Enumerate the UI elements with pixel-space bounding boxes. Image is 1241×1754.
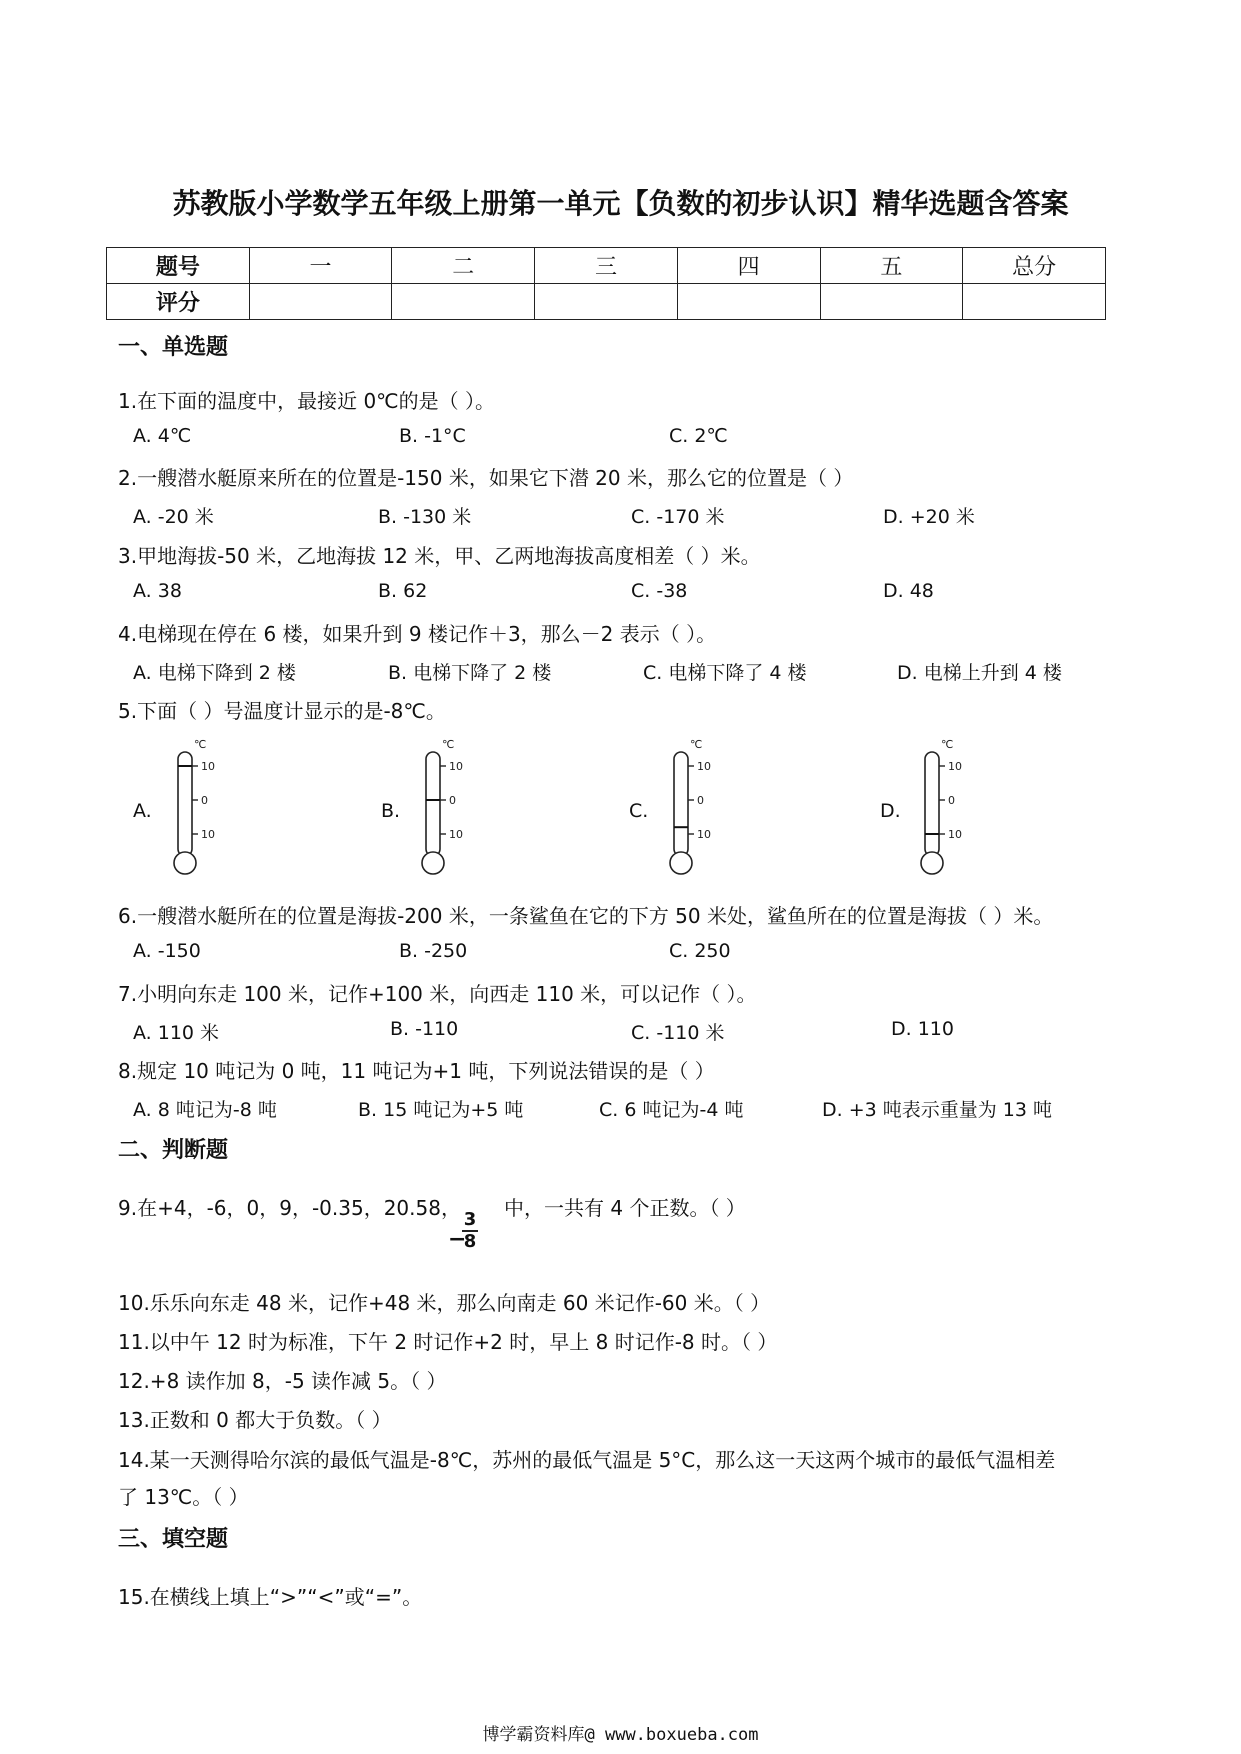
option: A. -20 米 [133,506,214,528]
thermometer-tube [178,752,192,856]
option: C. 6 吨记为-4 吨 [599,1099,744,1121]
question-text: 15.在横线上填上“>”“<”或“=”。 [118,1585,423,1609]
thermometer-tick-label: 0 [697,794,704,807]
thermometer-a [160,738,230,878]
question-text: 4.电梯现在停在 6 楼，如果升到 9 楼记作＋3，那么－2 表示（ ）。 [118,622,717,646]
thermometer-tick-label: 0 [201,794,208,807]
question-text: 5.下面（ ）号温度计显示的是-8℃。 [118,699,446,723]
option: A. 110 米 [133,1022,220,1044]
score-table-header-row [107,248,1106,284]
option: A. 4℃ [133,425,192,447]
thermometer-bulb [670,852,692,874]
thermometer-tube [674,752,688,856]
thermometer-unit: ℃ [194,738,207,751]
option: B. 电梯下降了 2 楼 [388,662,552,684]
question-text: 1.在下面的温度中，最接近 0℃的是（ ）。 [118,389,495,413]
footer-watermark: 博学霸资料库@ www.boxueba.com [482,1725,759,1745]
question-text: 7.小明向东走 100 米，记作+100 米，向西走 110 米，可以记作（ ）。 [118,982,757,1006]
question-text: 12.+8 读作加 8，-5 读作减 5。（ ） [118,1369,447,1393]
thermometer-bulb [422,852,444,874]
thermometer-bulb [921,852,943,874]
question-text: 11.以中午 12 时为标准，下午 2 时记作+2 时，早上 8 时记作-8 时。（ ） [118,1330,778,1354]
option: C. 电梯下降了 4 楼 [643,662,807,684]
question-text: 10.乐乐向东走 48 米，记作+48 米，那么向南走 60 米记作-60 米。（ ） [118,1291,771,1315]
section-heading: 二、判断题 [118,1138,229,1163]
section-heading: 一、单选题 [118,335,229,360]
thermometer-tick-label: 10 [948,760,962,773]
question-text: 2.一艘潜水艇原来所在的位置是-150 米，如果它下潜 20 米，那么它的位置是（ ） [118,466,854,490]
question-text: 了 13℃。（ ） [118,1485,249,1509]
option: B. 62 [378,580,428,602]
thermometer-tube [925,752,939,856]
score-table [106,247,1106,320]
page-title: 苏教版小学数学五年级上册第一单元【负数的初步认识】精华选题含答案 [172,187,1069,220]
option: B. -130 米 [378,506,472,528]
thermometer-tick-label: 10 [201,828,215,841]
fraction-negative-three-eighths: − 3 8 [448,1209,477,1252]
thermometer-tick-label: 10 [697,828,711,841]
option: C. -110 米 [631,1022,725,1044]
thermometer-tick-label: 10 [449,760,463,773]
score-entry-cell[interactable] [677,284,820,320]
question-text: 8.规定 10 吨记为 0 吨，11 吨记为+1 吨，下列说法错误的是（ ） [118,1059,715,1083]
option: A. 38 [133,580,182,602]
thermometer-tick-label: 10 [449,828,463,841]
option: C. 250 [669,940,731,962]
score-entry-cell[interactable] [820,284,963,320]
option: B. -250 [399,940,468,962]
option: B. [381,800,401,822]
thermometer-bulb [174,852,196,874]
score-cell: 四 [677,248,820,284]
score-cell: 评分 [107,284,250,320]
option: D. 48 [883,580,934,602]
thermometer-d [907,738,977,878]
section-heading: 三、填空题 [118,1527,229,1552]
option: A. 8 吨记为-8 吨 [133,1099,277,1121]
score-cell: 一 [249,248,392,284]
question-text: 3.甲地海拔-50 米，乙地海拔 12 米，甲、乙两地海拔高度相差（ ）米。 [118,544,761,568]
score-cell: 五 [820,248,963,284]
thermometer-tick-label: 10 [201,760,215,773]
option: B. -110 [390,1018,459,1040]
question-text: 6.一艘潜水艇所在的位置是海拔-200 米，一条鲨鱼在它的下方 50 米处，鲨鱼所在的位置是海拔（ ）米。 [118,904,1054,928]
option: D. +20 米 [883,506,975,528]
question-text: 14.某一天测得哈尔滨的最低气温是-8℃，苏州的最低气温是 5°C，那么这一天这两个城市的最低气温相差 [118,1448,1056,1472]
option: A. [133,800,152,822]
thermometer-c [656,738,726,878]
score-cell: 题号 [107,248,250,284]
option: D. 110 [891,1018,954,1040]
score-cell: 二 [392,248,535,284]
question-text: 中，一共有 4 个正数。（ ） [504,1196,746,1220]
option: D. [880,800,901,822]
option: D. +3 吨表示重量为 13 吨 [822,1099,1053,1121]
option: C. -38 [631,580,688,602]
thermometer-b [408,738,478,878]
thermometer-unit: ℃ [690,738,703,751]
score-entry-cell[interactable] [392,284,535,320]
score-cell: 三 [535,248,678,284]
thermometer-tick-label: 0 [449,794,456,807]
score-entry-cell[interactable] [535,284,678,320]
thermometer-tick-label: 10 [948,828,962,841]
thermometer-unit: ℃ [941,738,954,751]
option: C. 2℃ [669,425,728,447]
question-text: 13.正数和 0 都大于负数。（ ） [118,1408,392,1432]
score-table-score-row [107,284,1106,320]
option: B. -1°C [399,425,466,447]
score-entry-cell[interactable] [249,284,392,320]
option: C. -170 米 [631,506,725,528]
score-cell: 总分 [963,248,1106,284]
option: D. 电梯上升到 4 楼 [897,662,1062,684]
option: C. [629,800,649,822]
option: A. -150 [133,940,201,962]
option: A. 电梯下降到 2 楼 [133,662,296,684]
option: B. 15 吨记为+5 吨 [358,1099,524,1121]
thermometer-tick-label: 10 [697,760,711,773]
thermometer-unit: ℃ [442,738,455,751]
thermometer-tube [426,752,440,856]
thermometer-tick-label: 0 [948,794,955,807]
question-text: 9.在+4，-6，0，9，-0.35，20.58， [118,1196,461,1220]
score-entry-cell[interactable] [963,284,1106,320]
